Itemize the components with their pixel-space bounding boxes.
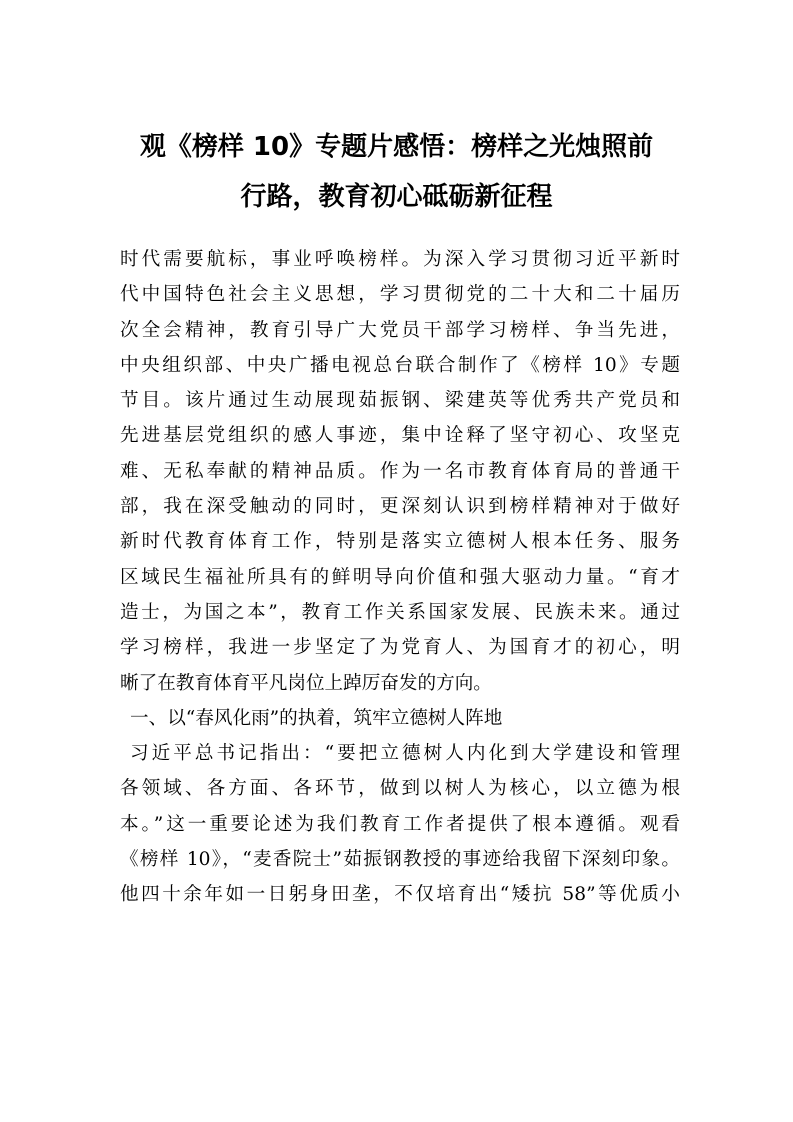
body-line: 节目。该片通过生动展现茹振钢、梁建英等优秀共产党员和 [120,390,680,412]
section-heading: 一、以“春风化雨”的执着，筑牢立德树人阵地 [130,707,503,729]
body-line: 中央组织部、中央广播电视总台联合制作了《榜样 10》专题 [120,354,680,376]
body-line: 先进基层党组织的感人事迹，集中诠释了坚守初心、攻坚克 [120,425,680,447]
body-line: 本。”这一重要论述为我们教育工作者提供了根本遵循。观看 [120,813,680,835]
document-title [100,122,693,222]
document-body [120,242,680,913]
body-line: 造士，为国之本”，教育工作关系国家发展、民族未来。通过 [120,601,680,623]
title-line-2: 行路，教育初心砥砺新征程 [240,182,553,212]
body-line: 学习榜样，我进一步坚定了为党育人、为国育才的初心，明 [120,637,680,659]
body-line: 时代需要航标，事业呼唤榜样。为深入学习贯彻习近平新时 [120,249,680,270]
body-line: 部，我在深受触动的同时，更深刻认识到榜样精神对于做好 [120,496,680,518]
body-line: 次全会精神，教育引导广大党员干部学习榜样、争当先进， [120,319,680,341]
body-line: 晰了在教育体育平凡岗位上踔厉奋发的方向。 [120,672,492,694]
body-line: 各领域、各方面、各环节，做到以树人为核心，以立德为根 [120,778,680,800]
body-line: 区域民生福祉所具有的鲜明导向价值和强大驱动力量。“育才 [120,566,680,588]
body-line: 代中国特色社会主义思想，学习贯彻党的二十大和二十届历 [120,284,680,306]
title-line-1: 观《榜样 10》专题片感悟：榜样之光烛照前 [139,132,654,162]
body-line: 他四十余年如一日躬身田垄，不仅培育出“矮抗 58”等优质小 [120,884,680,906]
body-line: 新时代教育体育工作，特别是落实立德树人根本任务、服务 [120,531,680,553]
body-line: 《榜样 10》，“麦香院士”茹振钢教授的事迹给我留下深刻印象。 [120,849,680,871]
body-line: 难、无私奉献的精神品质。作为一名市教育体育局的普通干 [120,460,680,482]
body-line: 习近平总书记指出：“要把立德树人内化到大学建设和管理 [130,743,680,765]
